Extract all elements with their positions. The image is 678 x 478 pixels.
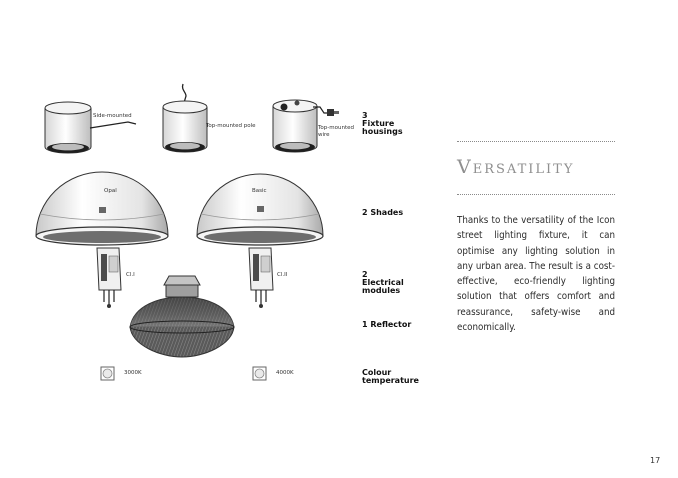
4000k-label: 4000K (276, 370, 294, 376)
colour-temperature-3000k-icon (101, 367, 114, 380)
page-number: 17 (650, 456, 661, 465)
opal-label: Opal (104, 188, 117, 194)
cl1-label: Cl.I (126, 272, 135, 278)
bottom-divider (457, 194, 615, 195)
side-mounted-label: Side-mounted (93, 113, 132, 119)
colour-temperature-label: Colour temperature (362, 368, 419, 385)
reflector-label: 1 Reflector (362, 320, 412, 329)
colour-temperature-4000k-icon (253, 367, 266, 380)
top-mounted-pole-housing (163, 84, 207, 152)
electrical-modules-label: 2 Electrical modules (362, 270, 404, 295)
shades-label: 2 Shades (362, 208, 404, 217)
cl2-label: Cl.II (277, 272, 288, 278)
electrical-module-cl2 (249, 248, 273, 308)
3000k-label: 3000K (124, 370, 142, 376)
electrical-module-cl1 (97, 248, 121, 308)
fixture-housings-label: 3 Fixture housings (362, 111, 403, 136)
basic-label: Basic (252, 188, 267, 194)
section-title: Versatility (457, 156, 575, 178)
top-divider (457, 141, 615, 142)
basic-shade (197, 174, 323, 245)
reflector (130, 276, 234, 357)
top-mounted-pole-label: Top-mounted pole (206, 123, 256, 129)
opal-shade (36, 172, 168, 245)
body-paragraph: Thanks to the versatility of the Icon street lighting fixture, it can optimise any lighting solution in any urban area. The result is a cost-effective, eco-friendly lighting solution that offers comfort and reassurance, safety-wise and economically. (457, 215, 615, 334)
side-mounted-housing (45, 102, 136, 153)
top-mounted-wire-label: Top-mounted wire (318, 125, 354, 138)
